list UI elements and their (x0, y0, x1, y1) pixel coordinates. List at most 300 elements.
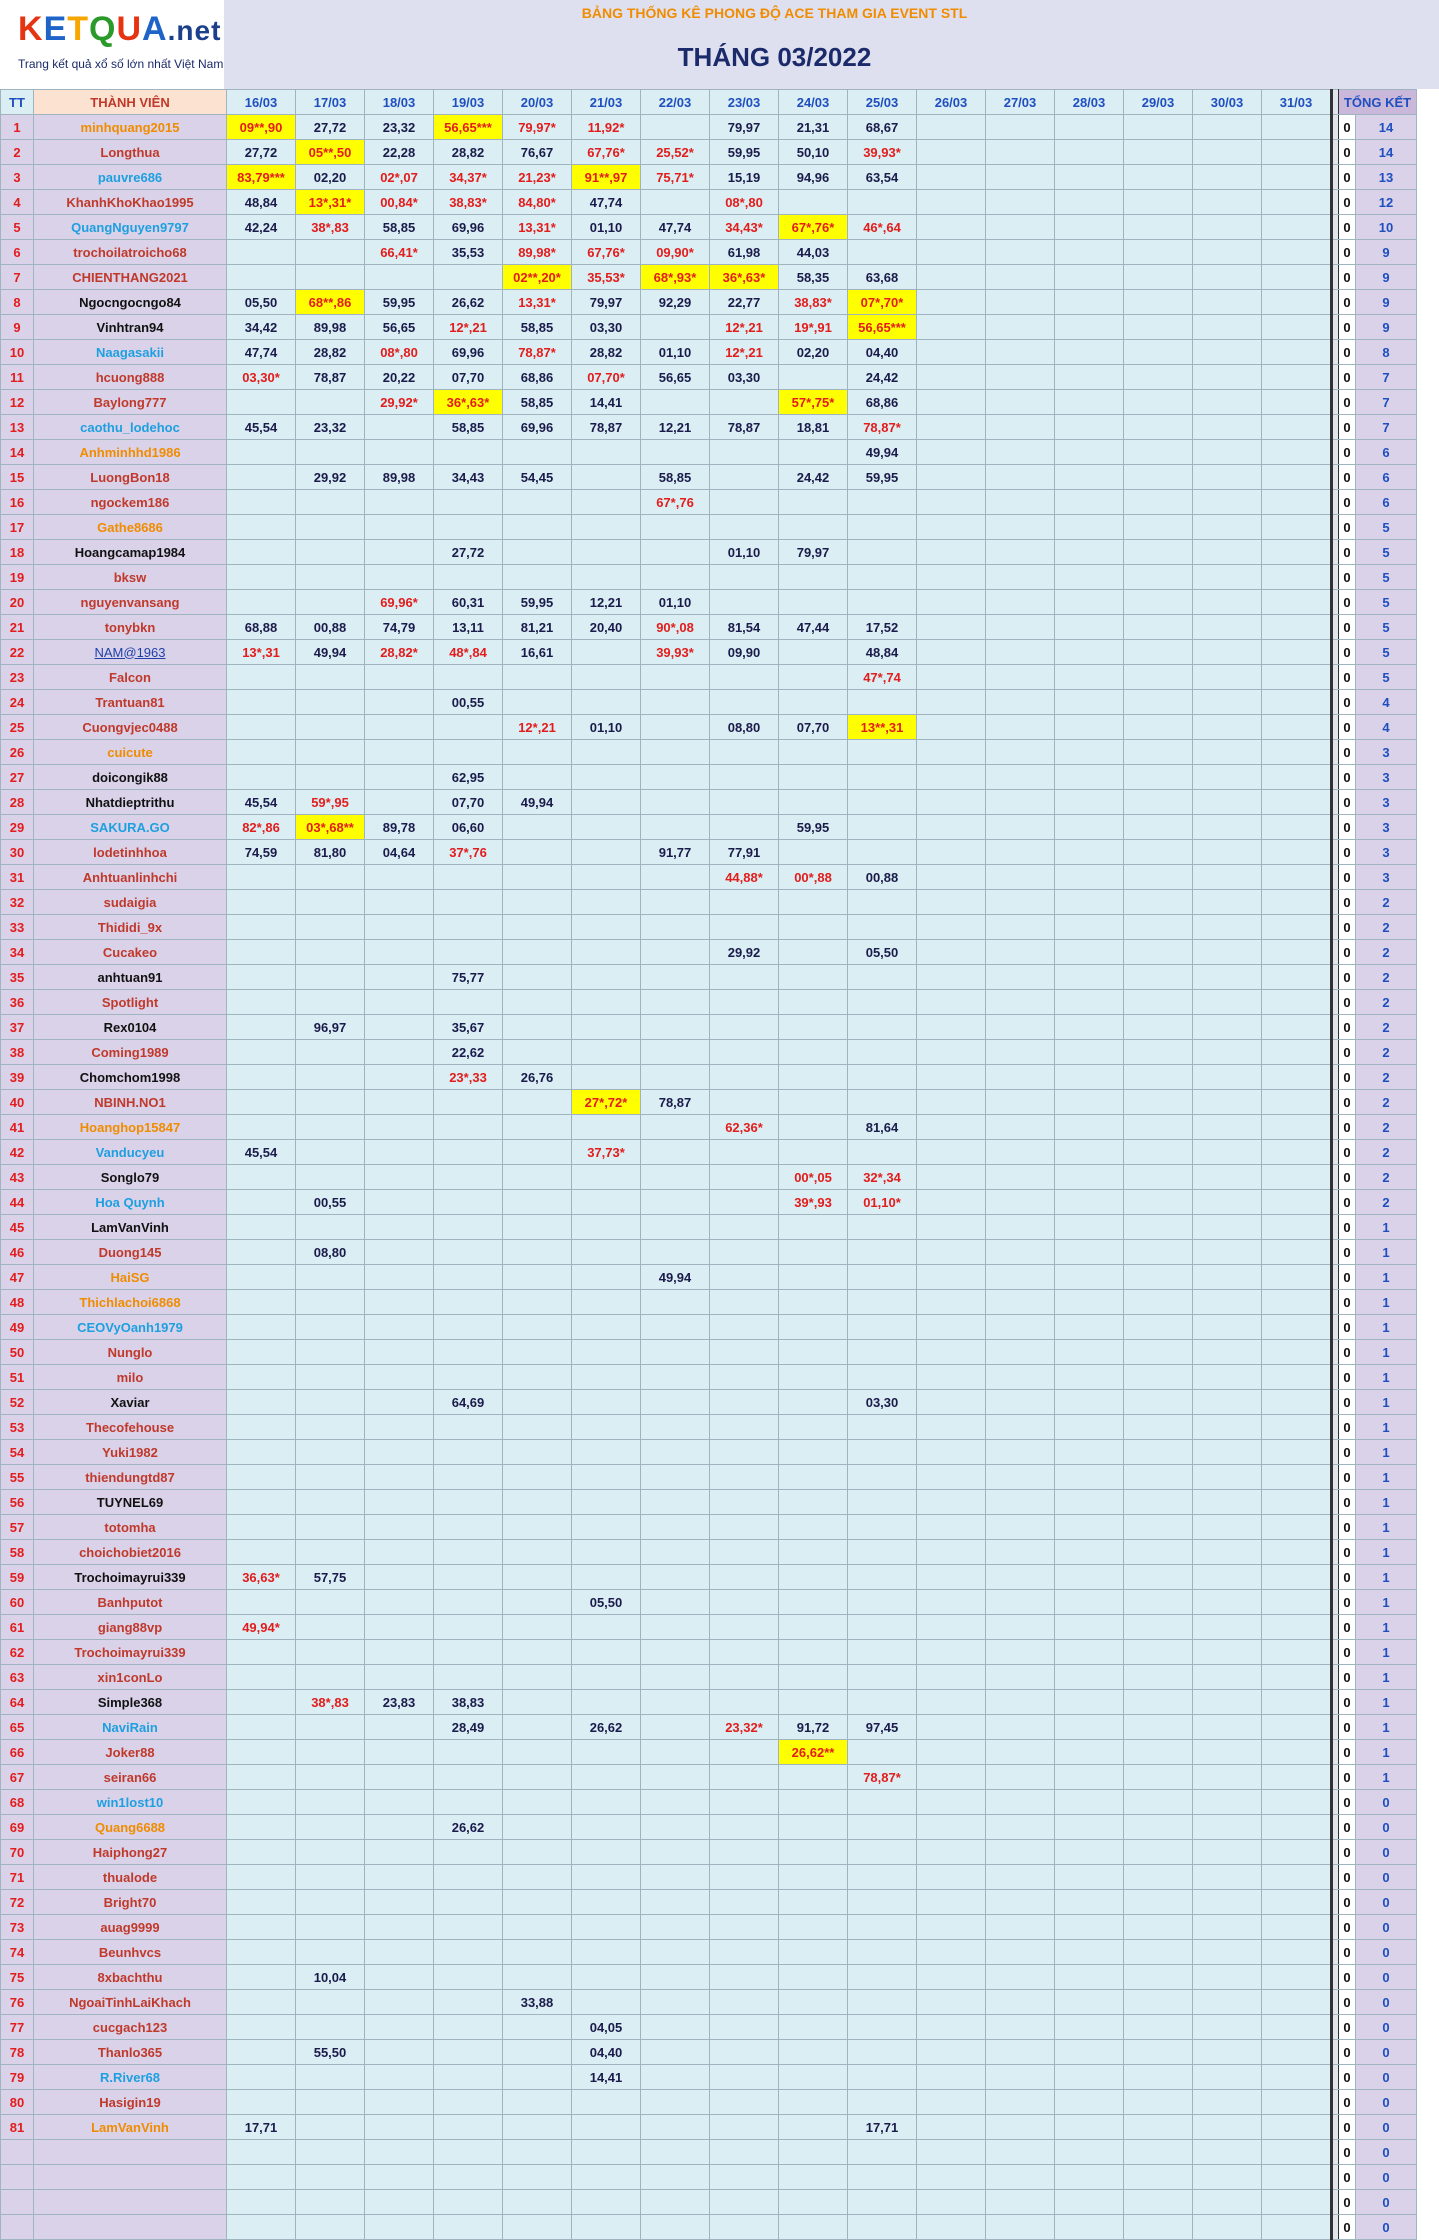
row-number: 31 (1, 865, 34, 890)
member-name[interactable]: doicongik88 (34, 765, 227, 790)
score-cell (572, 1815, 641, 1840)
score-cell (986, 1690, 1055, 1715)
score-cell (434, 2190, 503, 2215)
score-cell (1262, 1265, 1332, 1290)
score-cell (1124, 1990, 1193, 2015)
member-name[interactable]: Quang6688 (34, 1815, 227, 1840)
member-name[interactable]: QuangNguyen9797 (34, 215, 227, 240)
member-name[interactable]: LamVanVinh (34, 2115, 227, 2140)
member-name[interactable]: Trantuan81 (34, 690, 227, 715)
score-cell: 28,82 (296, 340, 365, 365)
score-cell (1193, 940, 1262, 965)
member-name[interactable]: Spotlight (34, 990, 227, 1015)
score-cell (986, 340, 1055, 365)
score-cell: 36*,63* (710, 265, 779, 290)
member-name[interactable]: Falcon (34, 665, 227, 690)
score-cell: 69,96 (434, 340, 503, 365)
score-cell (641, 2215, 710, 2240)
column-divider (1332, 1015, 1339, 1040)
score-cell (1193, 1565, 1262, 1590)
score-cell: 58,85 (365, 215, 434, 240)
column-divider (1332, 1165, 1339, 1190)
score-cell (572, 1290, 641, 1315)
member-name[interactable]: Hasigin19 (34, 2090, 227, 2115)
score-cell: 38*,83 (296, 1690, 365, 1715)
score-cell (641, 1915, 710, 1940)
score-cell: 32*,34 (848, 1165, 917, 1190)
score-cell (986, 140, 1055, 165)
score-cell: 69,96 (503, 415, 572, 440)
member-name[interactable]: totomha (34, 1515, 227, 1540)
zero-count: 0 (1339, 290, 1356, 315)
table-row (1, 1240, 1417, 1265)
score-cell (572, 490, 641, 515)
score-cell (227, 2215, 296, 2240)
score-cell (848, 565, 917, 590)
col-header-date: 28/03 (1055, 90, 1124, 115)
member-name[interactable]: Hoangcamap1984 (34, 540, 227, 565)
total-score: 2 (1356, 1115, 1417, 1140)
score-cell (434, 1265, 503, 1290)
score-cell (848, 1140, 917, 1165)
score-cell (434, 490, 503, 515)
member-name[interactable]: LuongBon18 (34, 465, 227, 490)
score-cell (1055, 1690, 1124, 1715)
member-name[interactable]: Beunhvcs (34, 1940, 227, 1965)
score-cell (917, 665, 986, 690)
score-cell (641, 1340, 710, 1365)
score-cell (848, 190, 917, 215)
score-cell (986, 2090, 1055, 2115)
score-cell (1193, 1615, 1262, 1640)
member-name[interactable]: caothu_lodehoc (34, 415, 227, 440)
row-number: 72 (1, 1890, 34, 1915)
score-cell (1055, 1315, 1124, 1340)
score-cell (227, 1540, 296, 1565)
member-name[interactable]: Longthua (34, 140, 227, 165)
member-name[interactable]: Yuki1982 (34, 1440, 227, 1465)
table-row (1, 865, 1417, 890)
member-name[interactable]: bksw (34, 565, 227, 590)
member-name[interactable]: cuicute (34, 740, 227, 765)
total-score: 3 (1356, 840, 1417, 865)
member-name[interactable] (34, 2215, 227, 2240)
total-score: 0 (1356, 2090, 1417, 2115)
member-name[interactable]: Banhputot (34, 1590, 227, 1615)
table-row (1, 1665, 1417, 1690)
score-cell (917, 615, 986, 640)
score-cell (1055, 1040, 1124, 1065)
score-cell (365, 2140, 434, 2165)
zero-count: 0 (1339, 190, 1356, 215)
member-name[interactable]: R.River68 (34, 2065, 227, 2090)
score-cell (1055, 415, 1124, 440)
total-score: 1 (1356, 1740, 1417, 1765)
score-cell (1055, 1940, 1124, 1965)
member-name[interactable]: tonybkn (34, 615, 227, 640)
score-cell (1193, 240, 1262, 265)
zero-count: 0 (1339, 1565, 1356, 1590)
score-cell (1055, 2040, 1124, 2065)
score-cell (1193, 2015, 1262, 2040)
member-name[interactable]: Bright70 (34, 1890, 227, 1915)
score-cell (1262, 1990, 1332, 2015)
score-cell (434, 1115, 503, 1140)
zero-count: 0 (1339, 965, 1356, 990)
score-cell (296, 990, 365, 1015)
member-name[interactable]: CEOVyOanh1979 (34, 1315, 227, 1340)
member-name[interactable]: Thichlachoi6868 (34, 1290, 227, 1315)
score-cell (503, 690, 572, 715)
total-score: 1 (1356, 1640, 1417, 1665)
column-divider (1332, 1665, 1339, 1690)
member-name[interactable]: win1lost10 (34, 1790, 227, 1815)
score-cell (710, 2065, 779, 2090)
score-cell (848, 490, 917, 515)
member-name[interactable]: sudaigia (34, 890, 227, 915)
score-cell (1055, 290, 1124, 315)
member-name[interactable]: Trochoimayrui339 (34, 1565, 227, 1590)
member-name[interactable]: Thididi_9x (34, 915, 227, 940)
score-cell (1124, 590, 1193, 615)
zero-count: 0 (1339, 1440, 1356, 1465)
member-name[interactable]: LamVanVinh (34, 1215, 227, 1240)
score-cell (779, 915, 848, 940)
member-name[interactable]: Simple368 (34, 1690, 227, 1715)
score-cell (641, 1890, 710, 1915)
total-score: 1 (1356, 1240, 1417, 1265)
score-cell: 55,50 (296, 2040, 365, 2065)
score-cell (503, 1040, 572, 1065)
score-cell (710, 1790, 779, 1815)
score-cell (917, 1415, 986, 1440)
score-cell (227, 1515, 296, 1540)
score-cell: 69,96 (434, 215, 503, 240)
score-cell (227, 2065, 296, 2090)
score-cell: 24,42 (779, 465, 848, 490)
score-cell (227, 1065, 296, 1090)
member-name[interactable]: Vinhtran94 (34, 315, 227, 340)
member-name[interactable]: Hoa Quynh (34, 1190, 227, 1215)
score-cell (503, 1740, 572, 1765)
score-cell (1055, 1665, 1124, 1690)
score-cell (1124, 540, 1193, 565)
member-name[interactable]: SAKURA.GO (34, 815, 227, 840)
score-cell: 47,44 (779, 615, 848, 640)
score-cell (365, 1965, 434, 1990)
score-cell (1055, 2140, 1124, 2165)
score-cell: 24,42 (848, 365, 917, 390)
member-name[interactable]: TUYNEL69 (34, 1490, 227, 1515)
score-cell (1124, 1190, 1193, 1215)
member-name[interactable]: NgoaiTinhLaiKhach (34, 1990, 227, 2015)
score-cell (1193, 215, 1262, 240)
member-name[interactable]: Chomchom1998 (34, 1065, 227, 1090)
score-cell (1124, 140, 1193, 165)
member-name[interactable]: NBINH.NO1 (34, 1090, 227, 1115)
score-cell: 67,76* (572, 240, 641, 265)
score-cell (779, 1840, 848, 1865)
score-cell (1124, 165, 1193, 190)
member-name[interactable]: Vanducyeu (34, 1140, 227, 1165)
score-cell (848, 2140, 917, 2165)
score-cell (710, 815, 779, 840)
table-row (1, 640, 1417, 665)
member-name[interactable]: xin1conLo (34, 1665, 227, 1690)
score-cell (227, 1215, 296, 1240)
score-cell: 82*,86 (227, 815, 296, 840)
score-cell: 77,91 (710, 840, 779, 865)
member-name[interactable]: Joker88 (34, 1740, 227, 1765)
column-divider (1332, 1790, 1339, 1815)
score-cell (917, 840, 986, 865)
score-cell (1193, 1240, 1262, 1265)
score-cell (1262, 140, 1332, 165)
score-cell (365, 1140, 434, 1165)
score-cell (779, 1265, 848, 1290)
member-name[interactable]: Duong145 (34, 1240, 227, 1265)
table-row (1, 1690, 1417, 1715)
score-cell (1055, 915, 1124, 940)
score-cell (848, 240, 917, 265)
table-row (1, 465, 1417, 490)
member-name[interactable]: CHIENTHANG2021 (34, 265, 227, 290)
score-cell (503, 1515, 572, 1540)
member-name[interactable]: KhanhKhoKhao1995 (34, 190, 227, 215)
member-name[interactable]: Songlo79 (34, 1165, 227, 1190)
score-cell (227, 2190, 296, 2215)
member-name[interactable]: Baylong777 (34, 390, 227, 415)
score-cell (986, 365, 1055, 390)
score-cell (572, 1515, 641, 1540)
score-cell (296, 1940, 365, 1965)
score-cell (365, 1640, 434, 1665)
member-name[interactable]: thiendungtd87 (34, 1465, 227, 1490)
score-cell (848, 690, 917, 715)
score-cell (1262, 215, 1332, 240)
member-name[interactable]: NaviRain (34, 1715, 227, 1740)
score-cell (848, 1490, 917, 1515)
zero-count: 0 (1339, 1190, 1356, 1215)
score-cell (227, 1590, 296, 1615)
score-cell (1262, 190, 1332, 215)
score-cell (434, 1890, 503, 1915)
score-cell (641, 1865, 710, 1890)
member-name[interactable]: Naagasakii (34, 340, 227, 365)
member-name[interactable]: Nunglo (34, 1340, 227, 1365)
score-cell: 23*,33 (434, 1065, 503, 1090)
member-name[interactable] (34, 2165, 227, 2190)
member-name[interactable]: nguyenvansang (34, 590, 227, 615)
score-cell (986, 490, 1055, 515)
member-name[interactable]: Nhatdieptrithu (34, 790, 227, 815)
row-number: 77 (1, 2015, 34, 2040)
table-row (1, 615, 1417, 640)
zero-count: 0 (1339, 1690, 1356, 1715)
member-name[interactable]: milo (34, 1365, 227, 1390)
score-cell (503, 1540, 572, 1565)
score-cell (434, 990, 503, 1015)
score-cell (710, 1665, 779, 1690)
member-name[interactable]: Coming1989 (34, 1040, 227, 1065)
score-cell (848, 1415, 917, 1440)
column-divider (1332, 1865, 1339, 1890)
score-cell (848, 1940, 917, 1965)
score-cell (1262, 1915, 1332, 1940)
score-cell (710, 440, 779, 465)
member-name[interactable]: lodetinhhoa (34, 840, 227, 865)
table-row (1, 2215, 1417, 2240)
score-cell (641, 915, 710, 940)
table-row (1, 1590, 1417, 1615)
row-number: 36 (1, 990, 34, 1015)
score-cell (1193, 915, 1262, 940)
score-cell (848, 1040, 917, 1065)
member-name[interactable] (34, 2190, 227, 2215)
column-divider (1332, 1390, 1339, 1415)
site-logo[interactable] (0, 0, 225, 89)
score-cell (365, 1215, 434, 1240)
member-name[interactable]: Anhtuanlinhchi (34, 865, 227, 890)
score-cell (1262, 865, 1332, 890)
score-cell (434, 1540, 503, 1565)
score-cell (1193, 565, 1262, 590)
score-cell (503, 1865, 572, 1890)
score-cell: 56,65*** (434, 115, 503, 140)
score-cell (365, 1265, 434, 1290)
member-name[interactable]: HaiSG (34, 1265, 227, 1290)
member-name[interactable]: Trochoimayrui339 (34, 1640, 227, 1665)
member-name[interactable]: cucgach123 (34, 2015, 227, 2040)
member-name[interactable]: Gathe8686 (34, 515, 227, 540)
member-name[interactable]: trochoilatroicho68 (34, 240, 227, 265)
table-row (1, 665, 1417, 690)
score-cell: 39,93* (848, 140, 917, 165)
score-cell (848, 1240, 917, 1265)
member-name[interactable]: Anhminhhd1986 (34, 440, 227, 465)
score-cell: 78,87 (296, 365, 365, 390)
column-divider (1332, 1640, 1339, 1665)
score-cell (986, 1640, 1055, 1665)
member-name[interactable]: minhquang2015 (34, 115, 227, 140)
table-row (1, 1040, 1417, 1065)
score-cell: 78,87 (572, 415, 641, 440)
score-cell: 04,40 (572, 2040, 641, 2065)
member-name[interactable]: ngockem186 (34, 490, 227, 515)
table-row (1, 1840, 1417, 1865)
score-cell (986, 415, 1055, 440)
member-name[interactable]: Ngocngocngo84 (34, 290, 227, 315)
score-cell (1124, 790, 1193, 815)
score-cell: 13,11 (434, 615, 503, 640)
score-cell (986, 1890, 1055, 1915)
score-cell (986, 1965, 1055, 1990)
score-cell (710, 2015, 779, 2040)
column-divider (1332, 2215, 1339, 2240)
zero-count: 0 (1339, 765, 1356, 790)
score-cell (572, 1765, 641, 1790)
member-name[interactable]: Thanlo365 (34, 2040, 227, 2065)
member-name[interactable]: pauvre686 (34, 165, 227, 190)
score-cell (710, 1215, 779, 1240)
member-name[interactable]: hcuong888 (34, 365, 227, 390)
score-cell (1262, 1965, 1332, 1990)
score-cell (710, 765, 779, 790)
score-cell (227, 265, 296, 290)
member-name[interactable]: anhtuan91 (34, 965, 227, 990)
column-divider (1332, 1965, 1339, 1990)
score-cell: 67*,76* (779, 215, 848, 240)
table-row (1, 2140, 1417, 2165)
score-cell: 89,98* (503, 240, 572, 265)
score-cell (986, 1190, 1055, 1215)
member-name[interactable]: Hoanghop15847 (34, 1115, 227, 1140)
table-row (1, 440, 1417, 465)
member-name[interactable]: Cuongvjec0488 (34, 715, 227, 740)
score-cell (296, 1065, 365, 1090)
score-cell (779, 1015, 848, 1040)
score-cell: 58,85 (503, 390, 572, 415)
score-cell (1262, 1290, 1332, 1315)
zero-count: 0 (1339, 665, 1356, 690)
col-header-date: 19/03 (434, 90, 503, 115)
score-cell: 01,10 (572, 215, 641, 240)
total-score: 0 (1356, 1865, 1417, 1890)
score-cell (779, 1965, 848, 1990)
member-name[interactable]: seiran66 (34, 1765, 227, 1790)
column-divider (1332, 1565, 1339, 1590)
score-cell (1124, 740, 1193, 765)
score-cell: 03,30 (572, 315, 641, 340)
member-name[interactable]: NAM@1963 (34, 640, 227, 665)
score-cell (365, 790, 434, 815)
total-score: 0 (1356, 2165, 1417, 2190)
table-row (1, 1340, 1417, 1365)
score-cell (1055, 2090, 1124, 2115)
member-name[interactable]: Xaviar (34, 1390, 227, 1415)
score-cell (503, 1490, 572, 1515)
row-number: 46 (1, 1240, 34, 1265)
member-name[interactable] (34, 2140, 227, 2165)
score-cell (1262, 2015, 1332, 2040)
score-cell (986, 1340, 1055, 1365)
column-divider (1332, 715, 1339, 740)
total-score: 12 (1356, 190, 1417, 215)
member-name[interactable]: Thecofehouse (34, 1415, 227, 1440)
member-name[interactable]: thualode (34, 1865, 227, 1890)
member-name[interactable]: giang88vp (34, 1615, 227, 1640)
score-cell (1055, 1915, 1124, 1940)
member-name[interactable]: Haiphong27 (34, 1840, 227, 1865)
row-number: 47 (1, 1265, 34, 1290)
score-cell (710, 1065, 779, 1090)
score-cell: 59*,95 (296, 790, 365, 815)
score-cell (917, 1790, 986, 1815)
column-divider (1332, 1715, 1339, 1740)
score-cell (1262, 290, 1332, 315)
member-name[interactable]: Cucakeo (34, 940, 227, 965)
member-name[interactable]: 8xbachthu (34, 1965, 227, 1990)
score-cell: 14,41 (572, 390, 641, 415)
total-score: 3 (1356, 815, 1417, 840)
score-cell: 45,54 (227, 1140, 296, 1165)
member-name[interactable]: auag9999 (34, 1915, 227, 1940)
score-cell (1193, 665, 1262, 690)
score-cell (641, 1765, 710, 1790)
member-name[interactable]: choichobiet2016 (34, 1540, 227, 1565)
member-name[interactable]: Rex0104 (34, 1015, 227, 1040)
score-cell (1193, 1440, 1262, 1465)
